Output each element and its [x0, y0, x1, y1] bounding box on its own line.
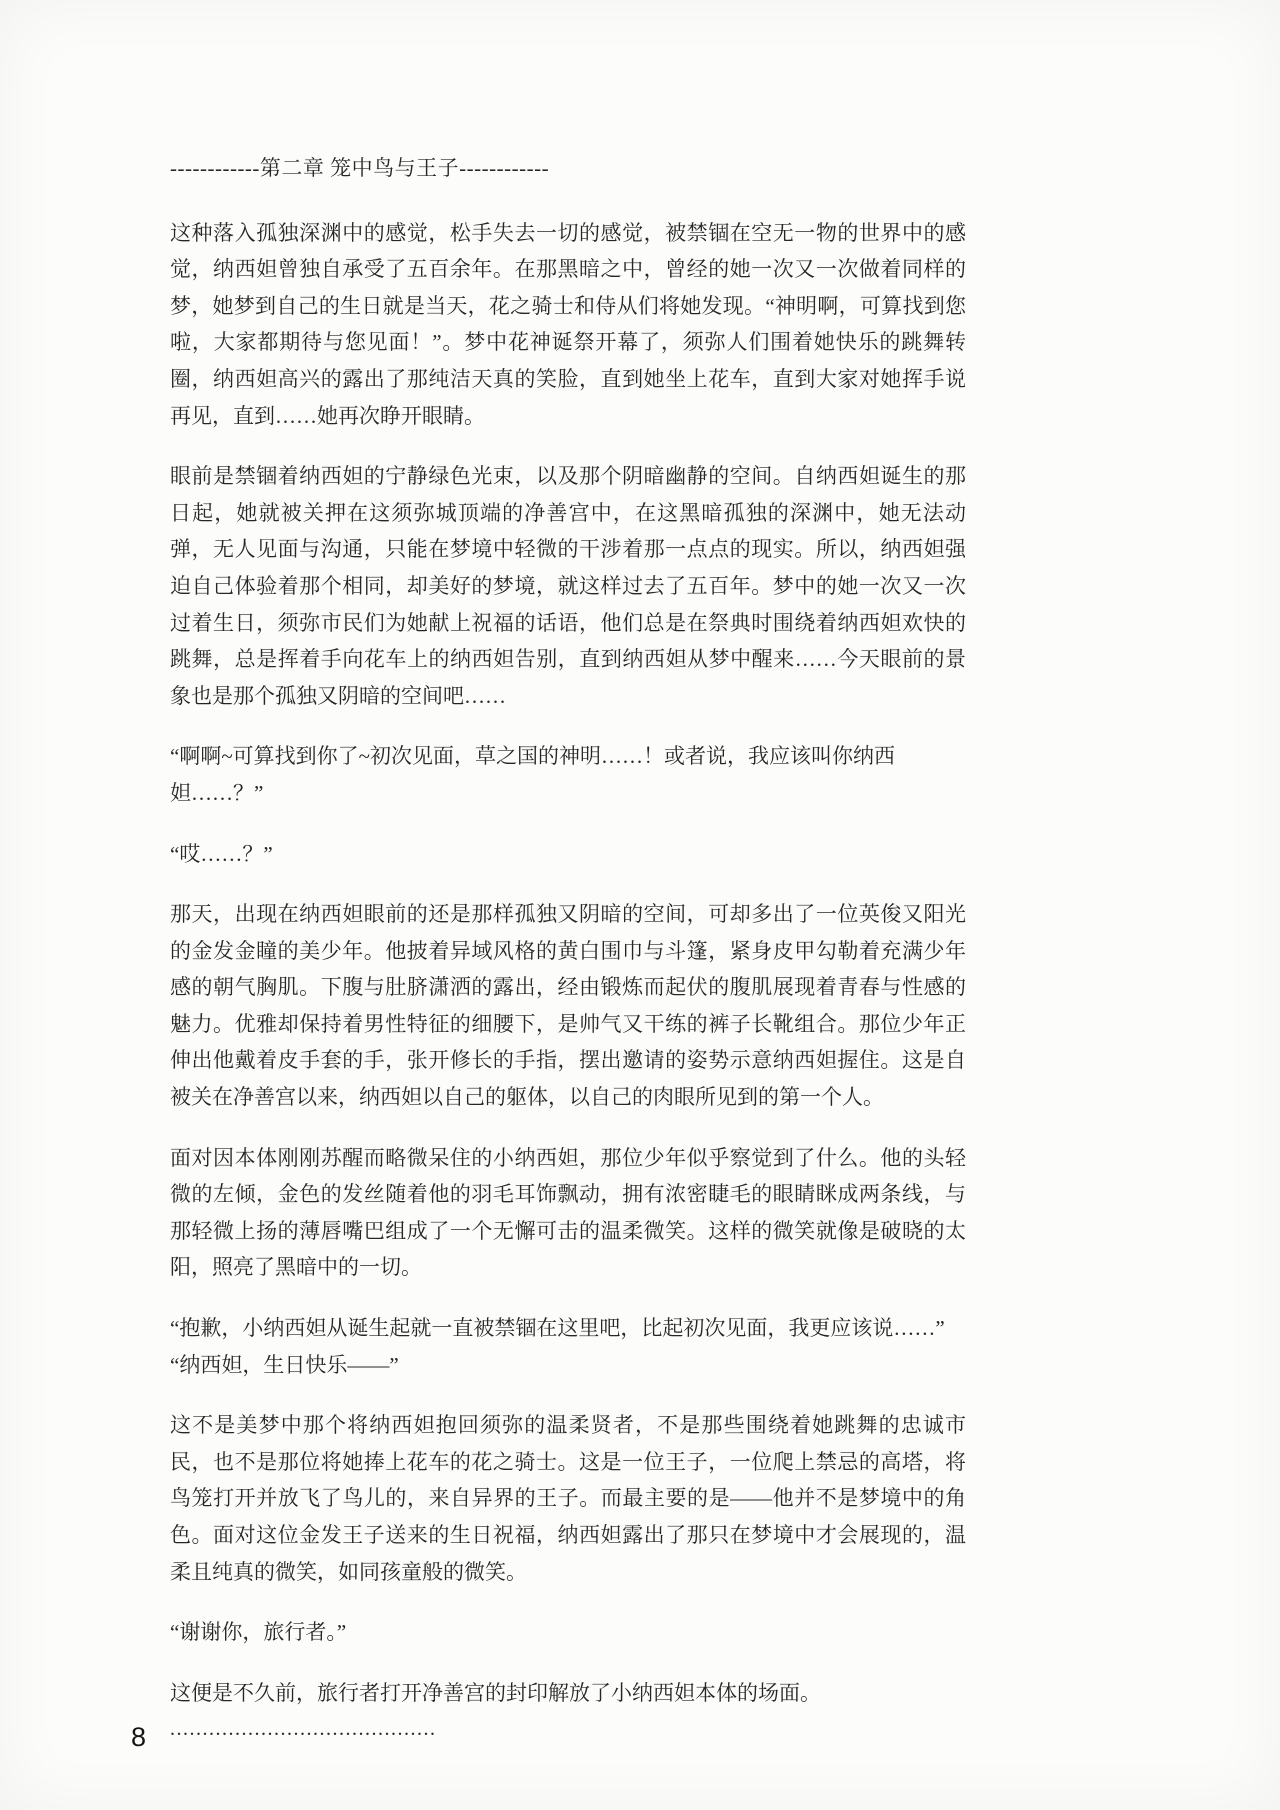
quote-eh: “哎……？” — [170, 841, 273, 866]
paragraph-closing-scene: 这便是不久前，旅行者打开净善宫的封印解放了小纳西妲本体的场面。 — [170, 1680, 821, 1705]
quote-thank-you-traveler: “谢谢你，旅行者。” — [170, 1620, 347, 1645]
paragraph-golden-youth: 那天，出现在纳西妲眼前的还是那样孤独又阴暗的空间，可却多出了一位英俊又阳光的金发金瞳的美少年。他披着异域风格的黄白围巾与斗篷，紧身皮甲勾勒着充满少年感的朝气胸肌。下腹与肚脐潇洒的露出，经由锻炼而起伏的腹肌展现着青春与性感的魅力。优雅却保持着男性特征的细腰下，是帅气又干练的裤子长靴组合。那位少年正伸出他戴着皮手套的手，张开修长的手指，摆出邀请的姿势示意纳西妲握住。这是自被关在净善宫以来，纳西妲以自己的躯体，以自己的肉眼所见到的第一个人。 — [170, 902, 966, 1110]
ellipsis-divider: ......................................... — [170, 1718, 437, 1741]
paragraph-opening-feeling: 这种落入孤独深渊中的感觉，松手失去一切的感觉，被禁锢在空无一物的世界中的感觉，纳西妲曾独自承受了五百余年。在那黑暗之中，曾经的她一次又一次做着同样的梦，她梦到自己的生日就是当天，花之骑士和侍从们将她发现。“神明啊，可算找到您啦，大家都期待与您见面！”。梦中花神诞祭开幕了，须弥人们围着她快乐的跳舞转圈，纳西妲高兴的露出了那纯洁天真的笑脸，直到她坐上花车，直到大家对她挥手说再见，直到……她再次睁开眼睛。 — [170, 220, 966, 428]
quote-first-meeting: “啊啊~可算找到你了~初次见面，草之国的神明……！或者说，我应该叫你纳西妲……？” — [170, 744, 896, 805]
paragraph-green-light-prison: 眼前是禁锢着纳西妲的宁静绿色光束，以及那个阴暗幽静的空间。自纳西妲诞生的那日起，她就被关押在这须弥城顶端的净善宫中，在这黑暗孤独的深渊中，她无法动弹，无人见面与沟通，只能在梦境中轻微的干涉着那一点点的现实。所以，纳西妲强迫自己体验着那个相同，却美好的梦境，就这样过去了五百年。梦中的她一次又一次过着生日，须弥市民们为她献上祝福的话语，他们总是在祭典时围绕着纳西妲欢快的跳舞，总是挥着手向花车上的纳西妲告别，直到纳西妲从梦中醒来……今天眼前的景象也是那个孤独又阴暗的空间吧…… — [170, 464, 966, 708]
paragraph-gentle-smile: 面对因本体刚刚苏醒而略微呆住的小纳西妲，那位少年似乎察觉到了什么。他的头轻微的左倾，金色的发丝随着他的羽毛耳饰飘动，拥有浓密睫毛的眼睛眯成两条线，与那轻微上扬的薄唇嘴巴组成了一个无懈可击的温柔微笑。这样的微笑就像是破晓的太阳，照亮了黑暗中的一切。 — [170, 1145, 966, 1280]
chapter-heading: ------------第二章 笼中鸟与王子------------ — [170, 156, 550, 180]
text-column — [170, 150, 966, 1748]
paragraph-prince-from-another-world: 这不是美梦中那个将纳西妲抱回须弥的温柔贤者，不是那些围绕着她跳舞的忠诚市民，也不是那位将她捧上花车的花之骑士。这是一位王子，一位爬上禁忌的高塔，将鸟笼打开并放飞了鸟儿的，来自异界的王子。而最主要的是——他并不是梦境中的角色。面对这位金发王子送来的生日祝福，纳西妲露出了那只在梦境中才会展现的，温柔且纯真的微笑，如同孩童般的微笑。 — [170, 1413, 966, 1584]
quote-happy-birthday: “纳西妲，生日快乐——” — [170, 1352, 399, 1377]
quote-apology: “抱歉，小纳西妲从诞生起就一直被禁锢在这里吧，比起初次见面，我更应该说……” — [170, 1316, 945, 1341]
page-number: 8 — [131, 1722, 147, 1752]
